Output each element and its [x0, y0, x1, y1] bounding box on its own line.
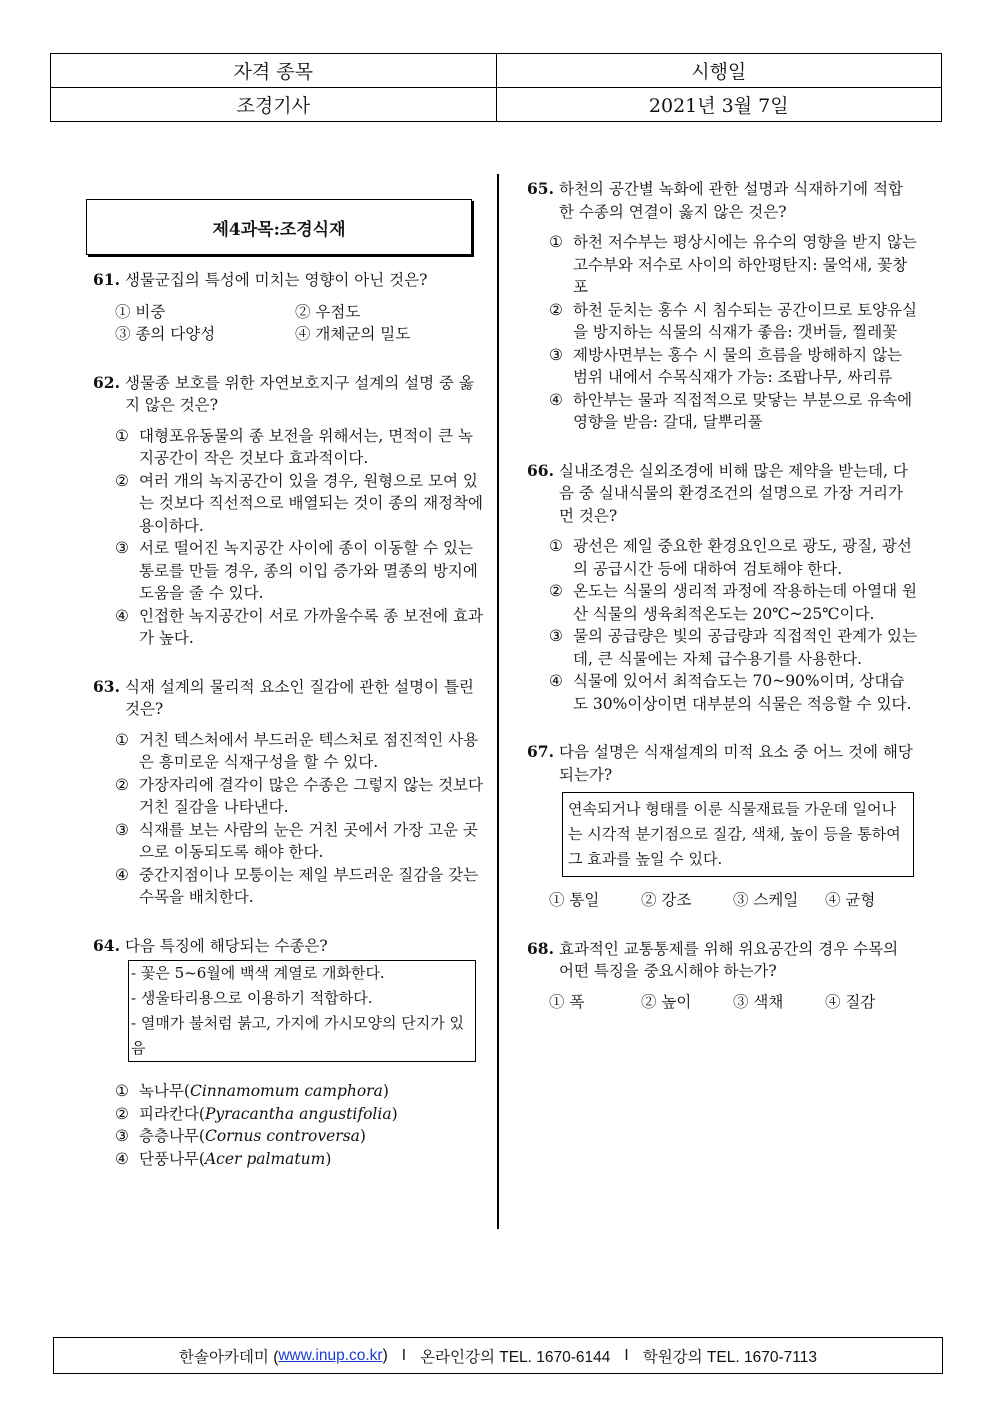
footer-separator: I	[401, 1346, 407, 1364]
option-2[interactable]: ② 여러 개의 녹지공간이 있을 경우, 원형으로 모여 있는 것보다 직선적으로 배열되는 것이 종의 재정착에 용이하다.	[115, 471, 483, 535]
feature-line: - 생울타리용으로 이용하기 적합하다.	[131, 989, 373, 1007]
left-column	[93, 178, 483, 1170]
option-4[interactable]: ④ 하안부는 물과 직접적으로 맞닿는 부분으로 유속에 영향을 받음: 갈대, 달뿌리풀	[549, 390, 913, 431]
option-3[interactable]: ③ 색채	[733, 992, 784, 1011]
question-number: 64.	[93, 935, 120, 955]
question-text: 효과적인 교통통제를 위해 위요공간의 경우 수목의 어떤 특징을 중요시해야 하는가?	[558, 939, 899, 980]
question-text: 실내조경은 실외조경에 비해 많은 제약을 받는데, 다음 중 실내식물의 환경조건의 설명으로 가장 거리가 먼 것은?	[558, 461, 908, 525]
option-4[interactable]: ④ 개체군의 밀도	[295, 325, 411, 343]
header-col2-value: 2021년 3월 7일	[496, 88, 942, 122]
option-3[interactable]: ③ 스케일	[733, 891, 799, 909]
option-2[interactable]: ② 가장자리에 결각이 많은 수종은 그렇지 않는 것보다 거친 질감을 나타낸다.	[115, 775, 483, 816]
option-4[interactable]: ④ 식물에 있어서 최적습도는 70~90%이며, 상대습도 30%이상이면 대부분의 식물은 적응할 수 있다.	[549, 672, 912, 713]
option-3[interactable]: ③ 식재를 보는 사람의 눈은 거친 곳에서 가장 고운 곳으로 이동되도록 해야 한다.	[115, 820, 478, 861]
question-64	[93, 935, 483, 1171]
question-number: 61.	[93, 270, 120, 289]
option-2[interactable]: ② 높이	[641, 992, 692, 1011]
question-66	[527, 460, 917, 716]
description-box: 연속되거나 형태를 이룬 식물재료들 가운데 일어나는 시각적 분기점으로 질감, 색채, 높이 등을 통하여 그 효과를 높일 수 있다.	[562, 792, 914, 877]
option-3[interactable]: ③ 층층나무(Cornus controversa)	[115, 1127, 366, 1145]
footer-url-link[interactable]: www.inup.co.kr	[278, 1346, 383, 1364]
option-2[interactable]: ② 우점도	[295, 302, 361, 321]
header-table	[50, 53, 942, 122]
option-1[interactable]: ① 거친 텍스처에서 부드러운 텍스처로 점진적인 사용은 흥미로운 식재구성을 할 수 있다.	[115, 730, 479, 771]
footer-separator: I	[624, 1346, 629, 1364]
feature-box	[128, 960, 476, 1062]
option-1[interactable]: ① 대형포유동물의 종 보전을 위해서는, 면적이 큰 녹지공간이 작은 것보다 효과적이다.	[115, 426, 473, 467]
option-1[interactable]: ① 녹나무(Cinnamomum camphora)	[115, 1082, 389, 1100]
question-text: 하천의 공간별 녹화에 관한 설명과 식재하기에 적합한 수종의 연결이 옳지 않은 것은?	[558, 180, 903, 221]
option-2[interactable]: ② 피라칸다(Pyracantha angustifolia)	[115, 1104, 398, 1123]
question-number: 67.	[527, 742, 554, 761]
option-2[interactable]: ② 온도는 식물의 생리적 과정에 작용하는데 아열대 원산 식물의 생육최적온도는 20℃~25℃이다.	[549, 582, 917, 623]
question-text: 생물군집의 특성에 미치는 영향이 아닌 것은?	[124, 271, 428, 289]
header-col1-value: 조경기사	[51, 88, 497, 122]
question-number: 66.	[527, 460, 554, 480]
option-1[interactable]: ① 폭	[549, 992, 585, 1011]
question-number: 65.	[527, 179, 554, 198]
option-2[interactable]: ② 강조	[641, 891, 692, 909]
question-number: 63.	[93, 676, 120, 696]
option-1[interactable]: ① 통일	[549, 891, 600, 909]
option-3[interactable]: ③ 물의 공급량은 빛의 공급량과 직접적인 관계가 있는데, 큰 식물에는 자체 급수용기를 사용한다.	[549, 627, 917, 668]
option-1[interactable]: ① 하천 저수부는 평상시에는 유수의 영향을 받지 않는 고수부와 저수로 사이의 하안평탄지: 물억새, 꽃창포	[549, 233, 917, 296]
option-4[interactable]: ④ 중간지점이나 모퉁이는 제일 부드러운 질감을 갖는 수목을 배치한다.	[115, 865, 479, 906]
option-3[interactable]: ③ 종의 다양성	[115, 325, 216, 343]
option-3[interactable]: ③ 제방사면부는 홍수 시 물의 흐름을 방해하지 않는 범위 내에서 수목식재가 가능: 조팝나무, 싸리류	[549, 345, 903, 386]
question-65	[527, 178, 917, 434]
header-col2-label: 시행일	[496, 54, 942, 88]
option-3[interactable]: ③ 서로 떨어진 녹지공간 사이에 종이 이동할 수 있는 통로를 만들 경우, 종의 이입 증가와 멸종의 방지에 도움을 줄 수 있다.	[115, 539, 478, 602]
question-text: 다음 특징에 해당되는 수종은?	[124, 936, 328, 955]
option-2[interactable]: ② 하천 둔치는 홍수 시 침수되는 공간이므로 토양유실을 방지하는 식물의 식재가 좋음: 갯버들, 찔레꽃	[549, 300, 917, 341]
feature-line: - 꽃은 5~6월에 백색 계열로 개화한다.	[131, 964, 385, 982]
question-number: 68.	[527, 938, 554, 958]
option-1[interactable]: ① 광선은 제일 중요한 환경요인으로 광도, 광질, 광선의 공급시간 등에 대하여 검토해야 한다.	[549, 537, 912, 578]
question-61	[93, 269, 483, 346]
option-4[interactable]: ④ 질감	[825, 992, 876, 1011]
footer: 한솔아카데미 ( www.inup.co.kr ) I 온라인강의 TEL. 1670-6144 I 학원강의 TEL. 1670-7113	[53, 1337, 943, 1374]
right-column	[527, 178, 917, 1013]
question-62	[93, 372, 483, 650]
question-68	[527, 938, 917, 1014]
subject-title: 제4과목:조경식재	[86, 199, 472, 255]
option-1[interactable]: ① 비중	[115, 302, 166, 321]
footer-online-tel: 온라인강의 TEL. 1670-6144	[420, 1348, 611, 1366]
footer-org: 한솔아카데미 (	[179, 1348, 279, 1366]
question-text: 생물종 보호를 위한 자연보호지구 설계의 설명 중 옳지 않은 것은?	[124, 373, 474, 414]
feature-line: - 열매가 불처럼 붉고, 가지에 가시모양의 단지가 있음	[131, 1014, 465, 1057]
option-4[interactable]: ④ 균형	[825, 891, 876, 909]
option-4[interactable]: ④ 단풍나무(Acer palmatum)	[115, 1149, 332, 1168]
question-67	[527, 741, 917, 912]
header-col1-label: 자격 종목	[51, 54, 497, 88]
question-text: 다음 설명은 식재설계의 미적 요소 중 어느 것에 해당되는가?	[558, 743, 913, 784]
option-4[interactable]: ④ 인접한 녹지공간이 서로 가까울수록 종 보전에 효과가 높다.	[115, 606, 483, 647]
footer-academy-tel: 학원강의 TEL. 1670-7113	[642, 1348, 817, 1366]
question-number: 62.	[93, 372, 120, 392]
column-divider	[497, 174, 499, 1229]
question-63	[93, 676, 483, 909]
question-text: 식재 설계의 물리적 요소인 질감에 관한 설명이 틀린 것은?	[124, 677, 474, 718]
